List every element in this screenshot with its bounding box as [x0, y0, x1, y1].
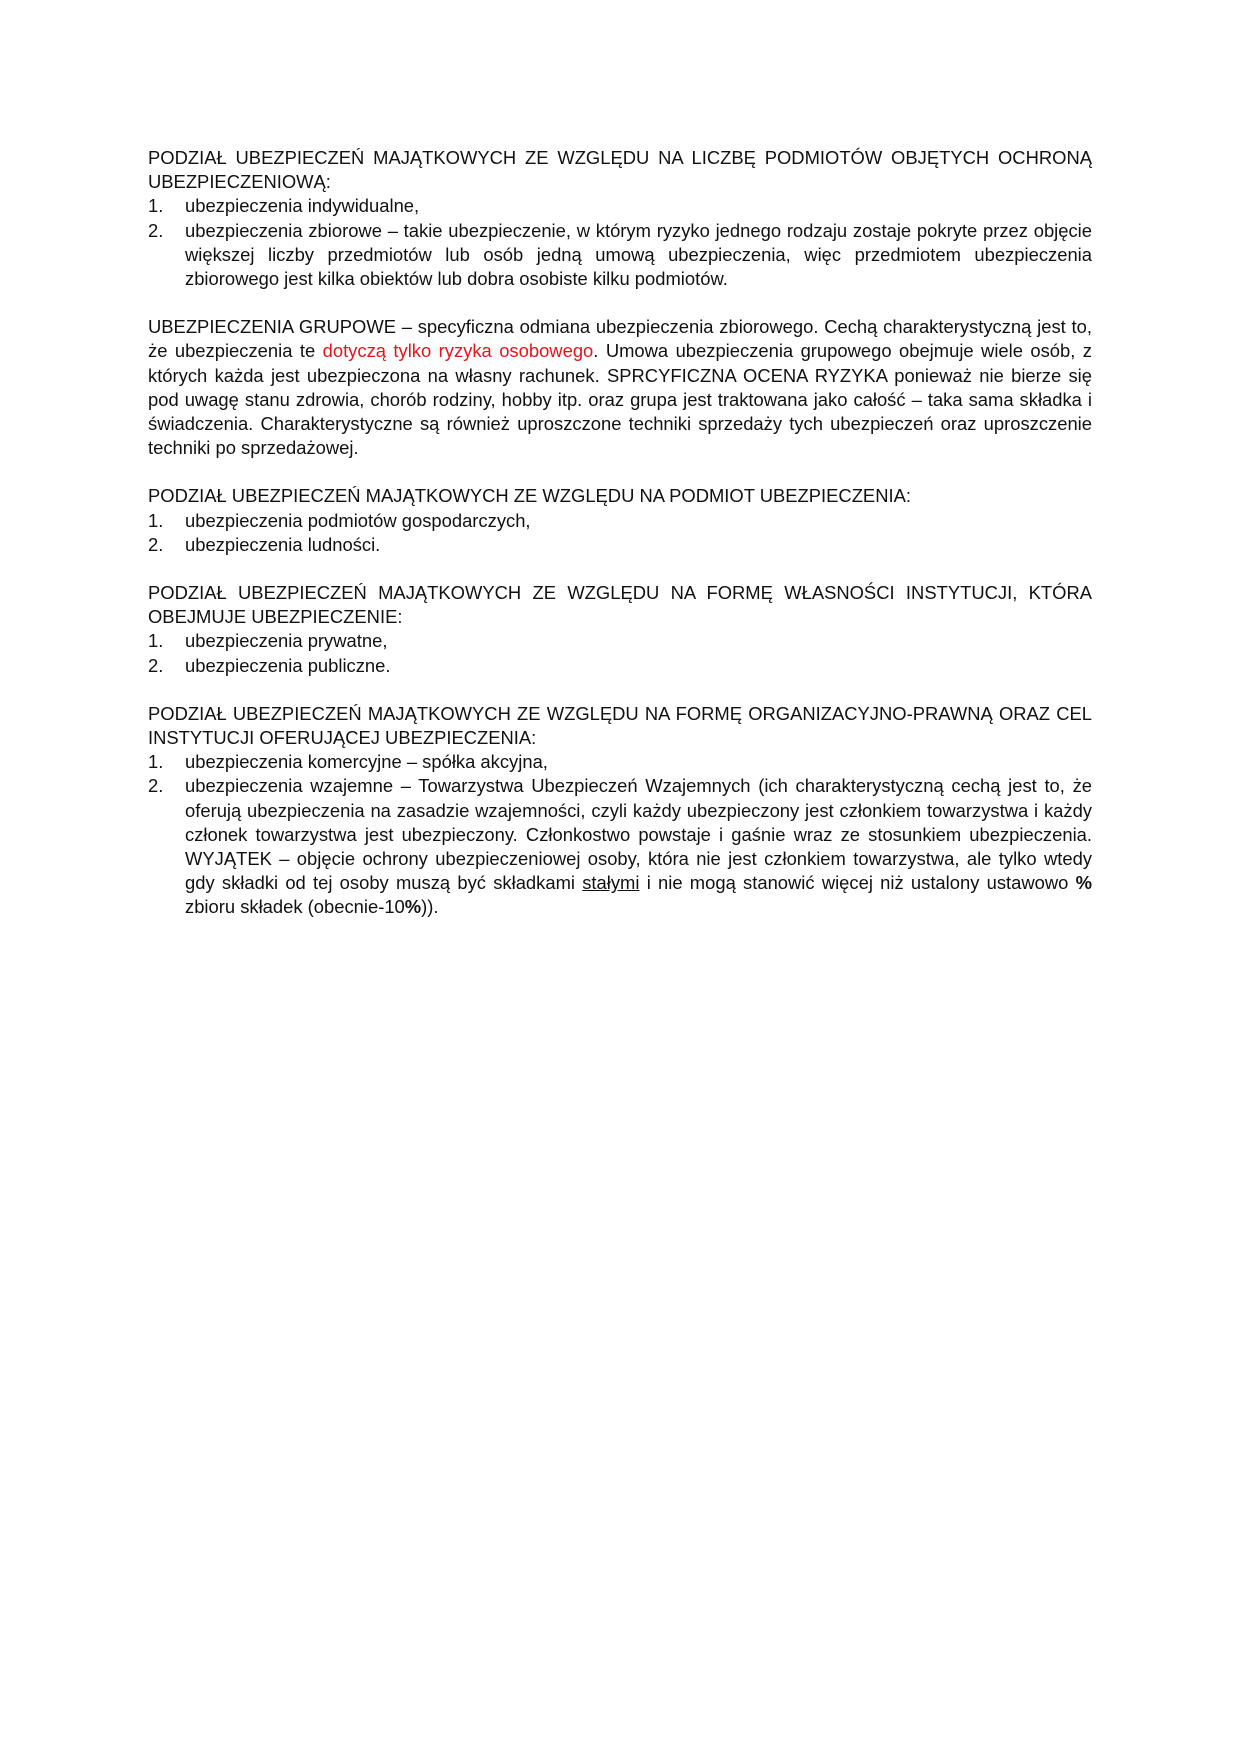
list-item-text: ubezpieczenia komercyjne – spółka akcyjna, [185, 751, 548, 773]
list-number: 1. [148, 195, 164, 217]
percent-sign: % [1075, 872, 1092, 894]
paragraph-text: UBEZPIECZENIA GRUPOWE – specyficzna odmiana ubezpieczenia zbiorowego. Cechą charakterystyczną jest to, że ubezpieczenia te [148, 316, 1092, 362]
list-item [148, 194, 1092, 218]
paragraph-grupowe [148, 315, 1092, 460]
list-number: 1. [148, 751, 164, 773]
list-number: 2. [148, 533, 164, 555]
list-item-text: ubezpieczenia indywidualne, [185, 195, 420, 217]
list-item-text: ubezpieczenia zbiorowe – takie ubezpieczenie, w którym ryzyko jednego rodzaju zostaje pokryte przez objęcie większej liczby przedmiotów lub osób jedną umową ubezpieczenia, więc przedmiotem ubezpieczenia zbiorowego jest kilka obiektów lub dobra osobiste kilku podmiotów. [185, 219, 1092, 290]
document-body [148, 146, 1092, 944]
section-heading: PODZIAŁ UBEZPIECZEŃ MAJĄTKOWYCH ZE WZGLĘDU NA FORMĘ ORGANIZACYJNO-PRAWNĄ ORAZ CEL INSTYTUCJI OFERUJĄCEJ UBEZPIECZENIA: [148, 702, 1092, 749]
list-item-text-part: )). [421, 896, 439, 918]
list-item-text: ubezpieczenia podmiotów gospodarczych, [185, 509, 531, 531]
section-liczba-podmiotow [148, 146, 1092, 291]
highlighted-text: dotyczą tylko ryzyka osobowego [322, 340, 594, 362]
section-ubezpieczenia-grupowe [148, 315, 1092, 460]
section-forma-organizacyjno-prawna [148, 702, 1092, 920]
section-heading: PODZIAŁ UBEZPIECZEŃ MAJĄTKOWYCH ZE WZGLĘDU NA PODMIOT UBEZPIECZENIA: [148, 485, 911, 507]
list-item [148, 509, 1092, 533]
list-number: 1. [148, 509, 164, 531]
list-item [148, 654, 1092, 678]
underlined-word: stałymi [582, 872, 640, 894]
numbered-list [148, 629, 1092, 677]
list-item-text-part: ubezpieczenia wzajemne – Towarzystwa Ubezpieczeń Wzajemnych (ich charakterystyczną cechą jest to, że oferują ubezpieczenia na zasadzie wzajemności, czyli każdy ubezpieczony jest członkiem towarzystwa i każdy członek towarzystwa jest ubezpieczony. Członkostwo powstaje i gaśnie wraz ze stosunkiem ubezpieczenia. WYJĄTEK – objęcie ochrony ubezpieczeniowej osoby, która nie jest członkiem towarzystwa, ale tylko wtedy gdy składki od tej osoby muszą być składkami [185, 775, 1092, 894]
list-item-text: ubezpieczenia ludności. [185, 533, 381, 555]
list-item [148, 750, 1092, 774]
section-heading: PODZIAŁ UBEZPIECZEŃ MAJĄTKOWYCH ZE WZGLĘDU NA FORMĘ WŁASNOŚCI INSTYTUCJI, KTÓRA OBEJMUJE UBEZPIECZENIE: [148, 582, 1092, 628]
list-item [148, 219, 1092, 292]
list-number: 2. [148, 775, 164, 797]
list-item-text-part: zbioru składek (obecnie-10 [185, 896, 405, 918]
percent-sign: % [404, 896, 422, 918]
section-forma-wlasnosci [148, 581, 1092, 678]
list-item [148, 629, 1092, 653]
paragraph-text: . Umowa ubezpieczenia grupowego obejmuje wiele osób, z których każda jest ubezpieczona na własny rachunek. SPRCYFICZNA OCENA RYZYKA ponieważ nie bierze się pod uwagę stanu zdrowia, chorób rodziny, hobby itp. oraz grupa jest traktowana jako całość – taka sama składka i świadczenia. Charakterystyczne są również uproszczone techniki sprzedaży tych ubezpieczeń oraz uproszczenie techniki po sprzedażowej. [148, 340, 1092, 459]
numbered-list [148, 509, 1092, 557]
numbered-list [148, 750, 1092, 919]
numbered-list [148, 194, 1092, 291]
list-item-text-part: i nie mogą stanowić więcej niż ustalony ustawowo [639, 872, 1076, 894]
list-number: 2. [148, 654, 164, 676]
list-number: 1. [148, 630, 164, 652]
section-podmiot-ubezpieczenia [148, 484, 1092, 557]
list-item-text: ubezpieczenia prywatne, [185, 630, 388, 652]
list-item [148, 533, 1092, 557]
section-heading: PODZIAŁ UBEZPIECZEŃ MAJĄTKOWYCH ZE WZGLĘDU NA LICZBĘ PODMIOTÓW OBJĘTYCH OCHRONĄ UBEZPIECZENIOWĄ: [148, 147, 1092, 193]
list-item-text [185, 775, 1092, 917]
list-item-text: ubezpieczenia publiczne. [185, 654, 391, 676]
list-number: 2. [148, 219, 164, 241]
list-item [148, 774, 1092, 919]
